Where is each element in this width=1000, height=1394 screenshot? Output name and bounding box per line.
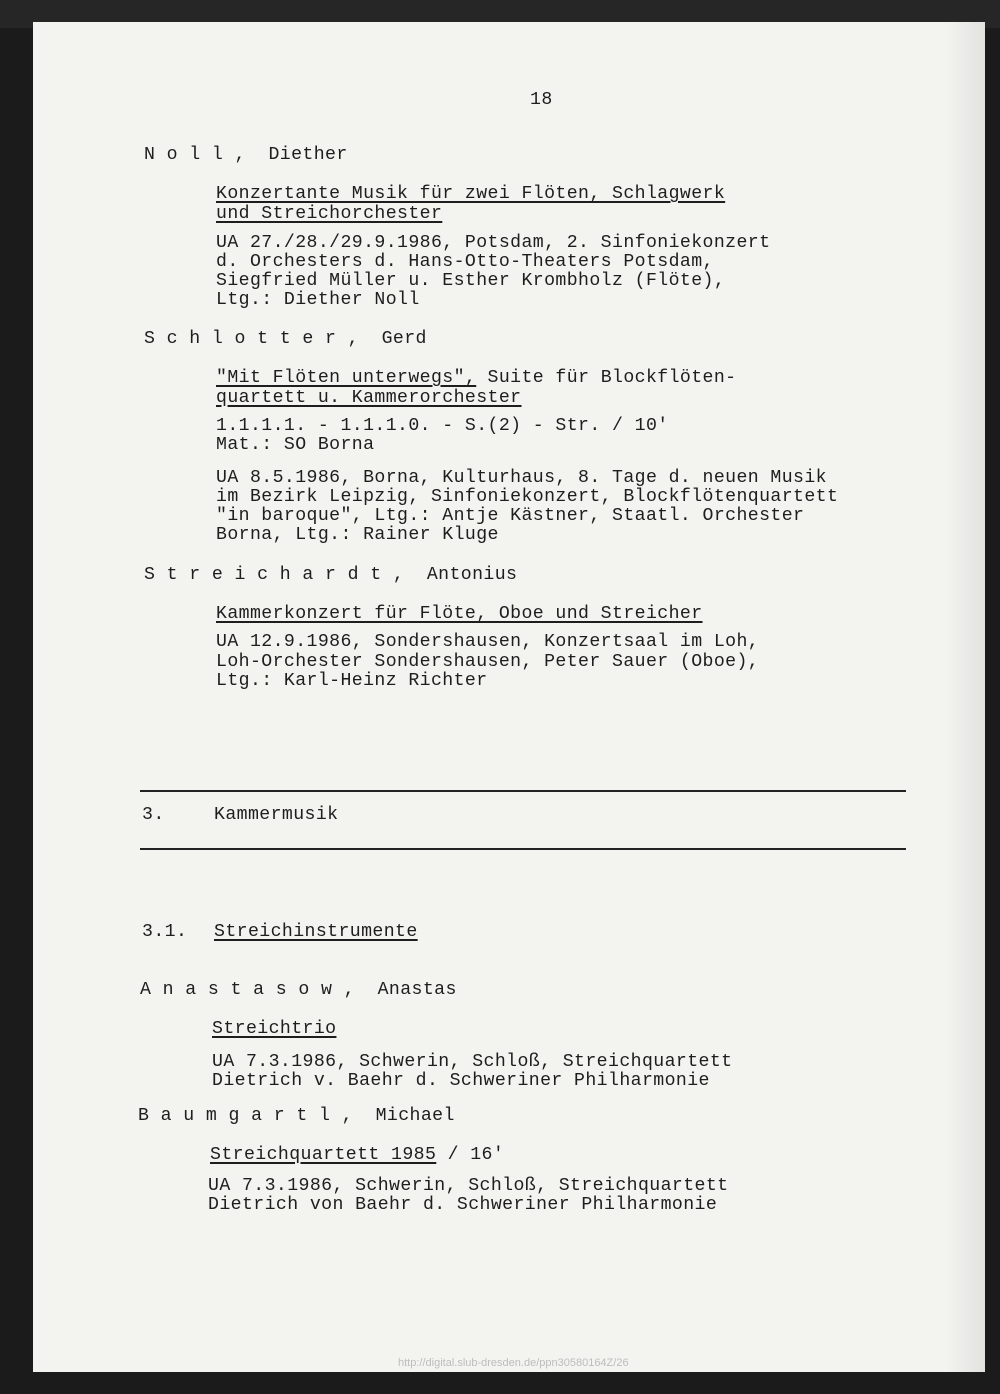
material-line: Mat.: SO Borna	[216, 435, 375, 455]
composer-name: S c h l o t t e r , Gerd	[144, 329, 427, 349]
work-title-line: quartett u. Kammerorchester	[216, 388, 522, 408]
work-title-rest: Suite für Blockflöten-	[476, 368, 737, 388]
work-title-line: Streichtrio	[212, 1019, 337, 1039]
premiere-detail-line: UA 7.3.1986, Schwerin, Schloß, Streichquartett	[212, 1052, 733, 1072]
document-page	[33, 22, 985, 1372]
premiere-detail-line: UA 12.9.1986, Sondershausen, Konzertsaal im Loh,	[216, 632, 760, 652]
work-title: Streichquartett 1985	[210, 1145, 437, 1165]
premiere-detail-line: Loh-Orchester Sondershausen, Peter Sauer (Oboe),	[216, 652, 760, 672]
work-title-line	[216, 368, 736, 388]
work-title-line	[210, 1145, 504, 1165]
subsection-number: 3.1.	[142, 922, 188, 942]
work-title-quoted: "Mit Flöten unterwegs",	[216, 368, 477, 388]
premiere-detail-line: Dietrich v. Baehr d. Schweriner Philharmonie	[212, 1071, 710, 1091]
work-duration: / 16'	[436, 1145, 505, 1165]
composer-name: N o l l , Diether	[144, 145, 348, 165]
premiere-detail-line: UA 7.3.1986, Schwerin, Schloß, Streichquartett	[208, 1176, 729, 1196]
section-title: Kammermusik	[214, 805, 339, 825]
work-title-line: Konzertante Musik für zwei Flöten, Schlagwerk	[216, 184, 726, 204]
premiere-detail-line: Ltg.: Karl-Heinz Richter	[216, 671, 488, 691]
page-number: 18	[530, 90, 553, 110]
work-title-line: Kammerkonzert für Flöte, Oboe und Streicher	[216, 604, 703, 624]
section-number: 3.	[142, 805, 165, 825]
composer-name: A n a s t a s o w , Anastas	[140, 980, 457, 1000]
subsection-title: Streichinstrumente	[214, 922, 418, 942]
composer-name: S t r e i c h a r d t , Antonius	[144, 565, 518, 585]
premiere-detail-line: Dietrich von Baehr d. Schweriner Philharmonie	[208, 1195, 718, 1215]
premiere-detail-line: Ltg.: Diether Noll	[216, 290, 420, 310]
premiere-detail-line: UA 8.5.1986, Borna, Kulturhaus, 8. Tage d. neuen Musik	[216, 468, 827, 488]
premiere-detail-line: Siegfried Müller u. Esther Krombholz (Flöte),	[216, 271, 726, 291]
instrumentation-line: 1.1.1.1. - 1.1.1.0. - S.(2) - Str. / 10'	[216, 416, 669, 436]
premiere-detail-line: Borna, Ltg.: Rainer Kluge	[216, 525, 499, 545]
premiere-detail-line: d. Orchesters d. Hans-Otto-Theaters Potsdam,	[216, 252, 714, 272]
premiere-detail-line: im Bezirk Leipzig, Sinfoniekonzert, Blockflötenquartett	[216, 487, 839, 507]
composer-name: B a u m g a r t l , Michael	[138, 1106, 455, 1126]
source-url-footer: http://digital.slub-dresden.de/ppn30580164Z/26	[398, 1357, 629, 1369]
work-title-line: und Streichorchester	[216, 204, 443, 224]
premiere-detail-line: UA 27./28./29.9.1986, Potsdam, 2. Sinfoniekonzert	[216, 233, 771, 253]
section-rule-top	[140, 790, 906, 792]
page-shadow	[945, 22, 985, 1372]
premiere-detail-line: "in baroque", Ltg.: Antje Kästner, Staatl. Orchester	[216, 506, 805, 526]
section-rule-bottom	[140, 848, 906, 850]
